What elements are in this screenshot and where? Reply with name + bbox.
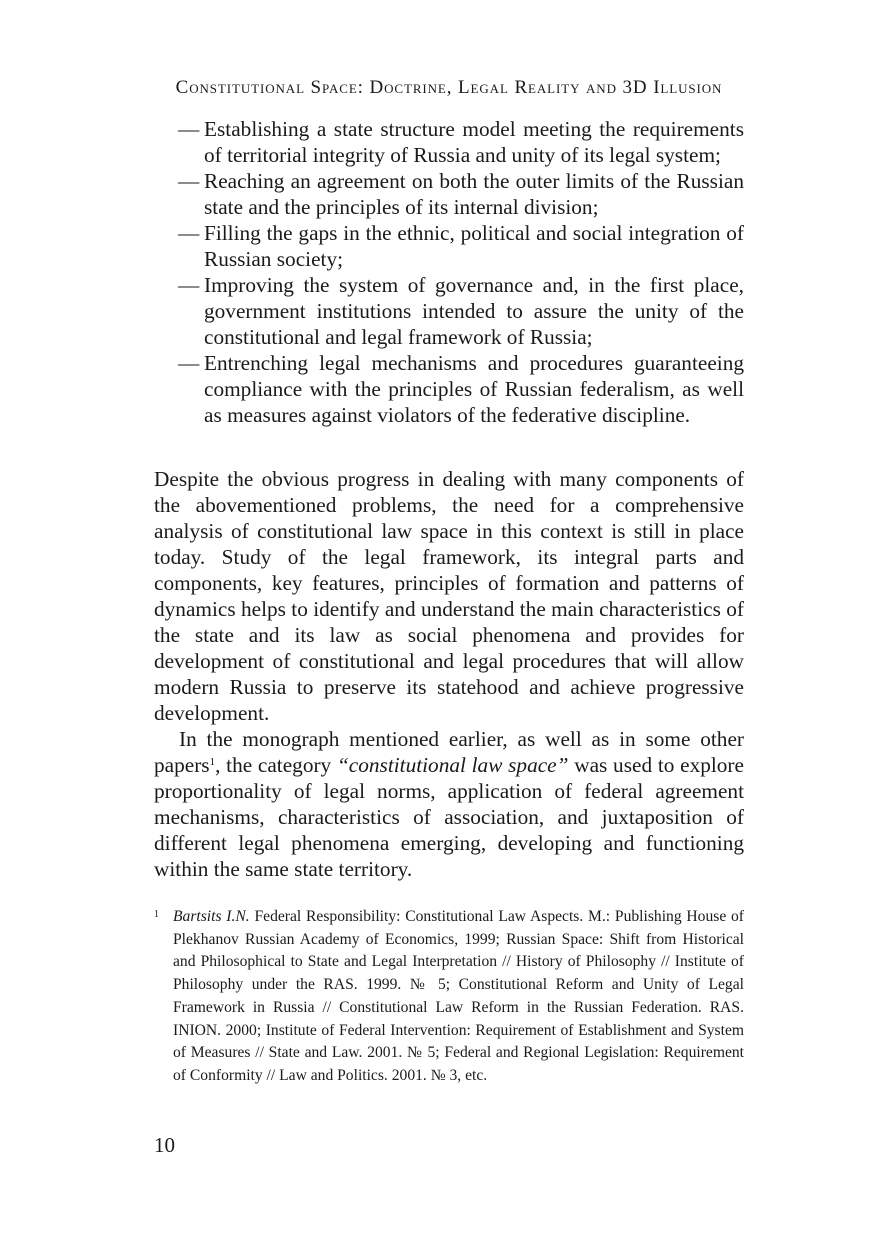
body-text (154, 466, 744, 882)
list-item: — Improving the system of governance and, in the first place, government institutions intended to assure the unity of the constitutional and legal framework of Russia; (178, 273, 744, 349)
footnote (154, 906, 744, 1088)
paragraph-1: Despite the obvious progress in dealing with many components of the abovementioned problems, the need for a comprehensive analysis of constitutional law space in this context is still in place today. Study of the legal framework, its integral parts and components, key features, principles of formation and patterns of dynamics helps to identify and understand the main characteristics of the state and its law as social phenomena and provides for development of constitutional and legal procedures that will allow modern Russia to preserve its statehood and achieve progressive development. (154, 467, 744, 725)
list-item: — Entrenching legal mechanisms and procedures guaranteeing compliance with the principles of Russian federalism, as well as measures against violators of the federative discipline. (178, 351, 744, 427)
list-item: — Reaching an agreement on both the outer limits of the Russian state and the principles of its internal division; (178, 169, 744, 219)
footnote-reference[interactable]: 1 (209, 756, 216, 768)
footnote-mark: 1 (154, 909, 159, 920)
footnote-text: Federal Responsibility: Constitutional Law Aspects. M.: Publishing House of Plekhanov Russian Academy of Economics, 1999; Russian Space: Shift from Historical and Philosophical to State and Legal Interpretation // History of Philosophy // Institute of Philosophy under the RAS. 1999. № 5; Constitutional Reform and Unity of Legal Framework in Russia // Constitutional Law Reform in the Russian Federation. RAS. INION. 2000; Institute of Federal Intervention: Requirement of Establishment and System of Measures // State and Law. 2001. № 5; Federal and Regional Legislation: Requirement of Conformity // Law and Politics. 2001. № 3, etc. (173, 908, 744, 1084)
requirements-list (178, 116, 744, 428)
dash-bullet-icon: — (178, 169, 200, 193)
page-number: 10 (154, 1133, 175, 1157)
list-item: — Filling the gaps in the ethnic, political and social integration of Russian society; (178, 221, 744, 271)
dash-bullet-icon: — (178, 351, 200, 375)
footnote-author: Bartsits I.N. (173, 908, 250, 925)
paragraph-2: In the monograph mentioned earlier, as well as in some other papers$^1$, the category “constitutional law space” was used to explore proportionality of legal norms, application of federal agreement mechanisms, characteristics of association, and juxtaposition of different legal phenomena emerging, developing and functioning within the same state territory. (154, 727, 744, 881)
dash-bullet-icon: — (178, 273, 200, 297)
dash-bullet-icon: — (178, 221, 200, 245)
emphasized-term: “constitutional law space” (336, 753, 569, 777)
running-head: Constitutional Space: Doctrine, Legal Reality and 3D Illusion (175, 77, 723, 98)
dash-bullet-icon: — (178, 117, 200, 141)
list-item: — Establishing a state structure model meeting the requirements of territorial integrity of Russia and unity of its legal system; (178, 117, 744, 167)
